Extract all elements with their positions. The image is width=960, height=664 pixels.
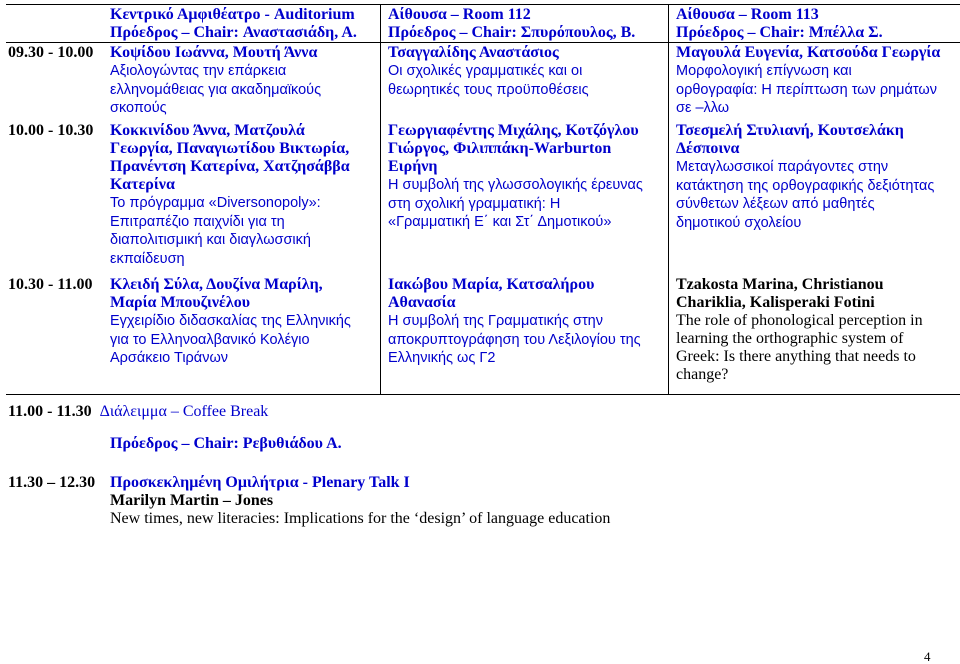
session-title: δημοτικού σχολείου xyxy=(676,214,802,231)
break-time: 11.00 - 11.30 xyxy=(8,403,92,420)
session-title: κατάκτηση της ορθογραφικής δεξιότητας xyxy=(676,177,935,194)
session-authors: Τσαγγαλίδης Αναστάσιος xyxy=(388,44,559,61)
session-authors: Μαρία Μπουζινέλου xyxy=(110,294,250,311)
slot-time: 10.00 - 10.30 xyxy=(8,122,94,139)
session-title: σε –λλω xyxy=(676,100,730,116)
session-title: αποκρυπτογράφηση του Λεξιλογίου της xyxy=(388,331,641,348)
session-title: σκοπούς xyxy=(110,100,167,116)
session-title: Ελληνικής ως Γ2 xyxy=(388,350,496,366)
session-title: σύνθετων λέξεων από μαθητές xyxy=(676,196,875,212)
plenary-heading: Προσκεκλημένη Ομιλήτρια - Plenary Talk I xyxy=(110,474,410,491)
session-room112 xyxy=(388,276,641,368)
session-authors: Ιακώβου Μαρία, Κατσαλήρου xyxy=(388,276,595,293)
session-title: Μορφολογική επίγνωση και xyxy=(676,63,852,79)
session-authors: Γεωργία, Παναγιωτίδου Βικτωρία, xyxy=(110,140,350,157)
session-title: εκπαίδευση xyxy=(110,250,185,267)
session-room113 xyxy=(676,122,934,232)
room113-room-label: Αίθουσα – Room 113 xyxy=(676,6,819,23)
session-authors: Tzakosta Marina, Christianou xyxy=(676,276,884,293)
session-title: θεωρητικές τους προϋποθέσεις xyxy=(388,81,589,98)
plenary-session xyxy=(110,474,610,528)
session-auditorium xyxy=(110,276,351,368)
session-title: Εγχειρίδιο διδασκαλίας της Ελληνικής xyxy=(110,313,351,329)
session-title: The role of phonological perception in xyxy=(676,312,923,329)
session-title: Greek: Is there anything that needs to xyxy=(676,348,916,365)
session-title: ελληνομάθειας για ακαδημαϊκούς xyxy=(110,81,322,98)
session-title: διαπολιτισμική και διαγλωσσική xyxy=(110,232,311,248)
session-room113 xyxy=(676,276,923,384)
session-title: ορθογραφία: Η περίπτωση των ρημάτων xyxy=(676,81,937,98)
session-authors: Ειρήνη xyxy=(388,158,438,175)
session-authors: Αθανασία xyxy=(388,294,456,311)
session-title: Μεταγλωσσικοί παράγοντες στην xyxy=(676,159,889,175)
session-title: «Γραμματική Ε΄ και Στ΄ Δημοτικού» xyxy=(388,214,612,230)
plenary-chair: Πρόεδρος – Chair: Ρεβυθιάδου Α. xyxy=(110,435,342,452)
session-title: Αρσάκειο Τιράνων xyxy=(110,350,229,366)
column-divider-1 xyxy=(380,4,381,395)
table-top-border xyxy=(6,4,960,5)
session-authors: Chariklia, Kalisperaki Fotini xyxy=(676,294,875,311)
session-title: Επιτραπέζιο παιχνίδι για τη xyxy=(110,213,285,230)
session-title: για το Ελληνοαλβανικό Κολέγιο xyxy=(110,331,310,348)
session-room113 xyxy=(676,44,940,118)
slot-time: 09.30 - 10.00 xyxy=(8,44,94,61)
session-authors: Κοψίδου Ιωάννα, Μουτή Άννα xyxy=(110,44,318,61)
column-divider-2 xyxy=(668,4,669,395)
session-authors: Κατερίνα xyxy=(110,176,175,193)
session-authors: Γεωργιαφέντης Μιχάλης, Κοτζόγλου xyxy=(388,122,639,139)
room113-header xyxy=(676,6,883,42)
page-number: 4 xyxy=(924,649,931,664)
session-title: στη σχολική γραμματική: Η xyxy=(388,195,561,212)
room112-room-label: Αίθουσα – Room 112 xyxy=(388,6,531,23)
session-title: change? xyxy=(676,366,729,383)
table-bottom-border xyxy=(6,394,960,395)
session-auditorium xyxy=(110,122,350,268)
session-authors: Πρανέντση Κατερίνα, Χατζησάββα xyxy=(110,158,350,175)
plenary-title: New times, new literacies: Implications for the ‘design’ of language education xyxy=(110,510,611,527)
break-label: Διάλειμμα – Coffee Break xyxy=(99,403,269,420)
session-title: learning the orthographic system of xyxy=(676,330,904,347)
auditorium-header xyxy=(110,6,357,42)
header-divider-line xyxy=(6,42,960,43)
session-room112 xyxy=(388,122,643,232)
coffee-break-row xyxy=(8,403,268,421)
session-authors: Γιώργος, Φιλιππάκη-Warburton xyxy=(388,140,612,157)
session-authors: Μαγουλά Ευγενία, Κατσούδα Γεωργία xyxy=(676,44,941,61)
slot-time: 10.30 - 11.00 xyxy=(8,276,93,293)
session-title: Αξιολογώντας την επάρκεια xyxy=(110,63,287,79)
session-title: Η συμβολή της γλωσσολογικής έρευνας xyxy=(388,177,643,193)
session-room112 xyxy=(388,44,589,99)
session-title: Το πρόγραμμα «Diversonopoly»: xyxy=(110,195,321,211)
plenary-speaker: Marilyn Martin – Jones xyxy=(110,492,274,509)
session-authors: Τσεσμελή Στυλιανή, Κουτσελάκη xyxy=(676,122,904,139)
session-title: Οι σχολικές γραμματικές και οι xyxy=(388,63,583,79)
plenary-time: 11.30 – 12.30 xyxy=(8,474,96,491)
room112-header xyxy=(388,6,635,42)
session-auditorium xyxy=(110,44,321,118)
auditorium-room-label: Κεντρικό Αμφιθέατρο - Auditorium xyxy=(110,6,355,23)
session-authors: Κοκκινίδου Άννα, Ματζουλά xyxy=(110,122,305,139)
room113-chair: Πρόεδρος – Chair: Μπέλλα Σ. xyxy=(676,24,883,41)
auditorium-chair: Πρόεδρος – Chair: Αναστασιάδη, Α. xyxy=(110,24,357,41)
session-authors: Κλειδή Σύλα, Δουζίνα Μαρίλη, xyxy=(110,276,323,293)
room112-chair: Πρόεδρος – Chair: Σπυρόπουλος, Β. xyxy=(388,24,636,41)
session-authors: Δέσποινα xyxy=(676,140,740,157)
session-title: Η συμβολή της Γραμματικής στην xyxy=(388,313,603,329)
